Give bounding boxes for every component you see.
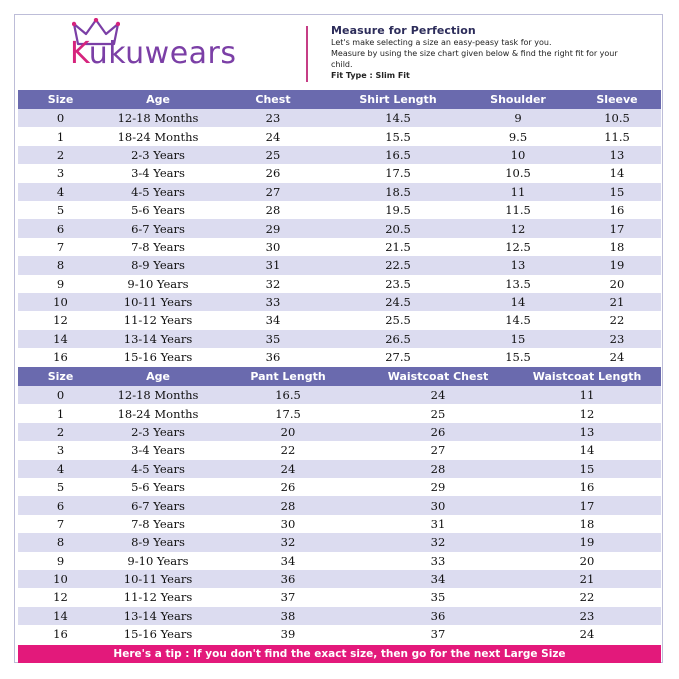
shirt-cell: 13 — [573, 146, 661, 164]
shirt-cell: 27 — [213, 183, 333, 201]
pant-cell: 26 — [280, 480, 296, 495]
header — [14, 14, 663, 89]
shirt-cell: 21.5 — [385, 239, 411, 254]
shirt-cell: 13 — [463, 256, 573, 274]
shirt-size-table — [18, 90, 661, 366]
table-row — [18, 607, 661, 625]
shirt-cell: 15.5 — [385, 129, 411, 144]
pant-cell: 17 — [513, 496, 661, 514]
pant-cell: 16.5 — [213, 386, 363, 404]
pant-cell: 22 — [579, 590, 595, 605]
pant-cell: 5 — [56, 480, 65, 495]
shirt-cell: 18.5 — [333, 183, 463, 201]
shirt-cell: 26.5 — [333, 330, 463, 348]
pant-cell: 35 — [430, 590, 446, 605]
pant-cell: 22 — [280, 443, 296, 458]
shirt-cell: 20 — [609, 276, 625, 291]
pant-cell: 3 — [56, 443, 65, 458]
shirt-cell: 16 — [53, 350, 68, 365]
shirt-cell: 2 — [18, 146, 103, 164]
shirt-cell: 17.5 — [385, 166, 411, 181]
pant-cell: 39 — [280, 627, 296, 642]
shirt-cell: 7 — [56, 239, 65, 254]
shirt-cell: 4-5 Years — [103, 183, 213, 201]
pant-cell: 24 — [213, 460, 363, 478]
table-row — [18, 478, 661, 496]
shirt-cell: 10 — [18, 293, 103, 311]
pant-cell: 12-18 Months — [103, 386, 213, 404]
shirt-cell: 11.5 — [505, 203, 531, 218]
shirt-cell: 19 — [573, 256, 661, 274]
shirt-cell: 27.5 — [385, 350, 411, 365]
fit-type: Fit Type : Slim Fit — [331, 71, 410, 80]
intro-line-3: child. — [331, 60, 353, 69]
pant-cell: 37 — [430, 627, 446, 642]
shirt-cell: 12 — [463, 219, 573, 237]
table-row — [18, 146, 661, 164]
pant-cell: 28 — [363, 460, 513, 478]
shirt-cell: 20.5 — [333, 219, 463, 237]
shirt-cell: 8 — [18, 256, 103, 274]
pant-cell: 14 — [579, 443, 595, 458]
shirt-cell: 10 — [463, 146, 573, 164]
pant-cell: 16 — [53, 627, 68, 642]
pant-size-table — [18, 367, 661, 643]
shirt-cell: 15 — [463, 330, 573, 348]
shirt-cell: 25 — [213, 146, 333, 164]
shirt-cell: 7-8 Years — [131, 239, 185, 254]
table-row — [18, 552, 661, 570]
shirt-cell: 34 — [265, 313, 281, 328]
shirt-cell: 12.5 — [505, 239, 531, 254]
shirt-cell: 21 — [573, 293, 661, 311]
pant-cell: 15-16 Years — [123, 627, 193, 642]
pant-cell: 9-10 Years — [127, 553, 189, 568]
pant-header-cell: Waistcoat Length — [513, 367, 661, 386]
pant-cell: 18-24 Months — [117, 406, 199, 421]
pant-cell: 30 — [363, 496, 513, 514]
shirt-cell: 24 — [265, 129, 281, 144]
table-row — [18, 496, 661, 514]
table-row — [18, 201, 661, 219]
shirt-cell: 22.5 — [333, 256, 463, 274]
pant-cell: 3-4 Years — [131, 443, 185, 458]
table-row — [18, 515, 661, 533]
shirt-cell: 11.5 — [604, 129, 630, 144]
pant-header-cell: Size — [18, 367, 103, 386]
shirt-cell: 3-4 Years — [131, 166, 185, 181]
pant-cell: 18 — [579, 516, 595, 531]
table-row — [18, 330, 661, 348]
shirt-cell: 11-12 Years — [123, 313, 193, 328]
shirt-header-cell: Age — [103, 90, 213, 109]
pant-cell: 13-14 Years — [103, 607, 213, 625]
pant-cell: 20 — [213, 423, 363, 441]
table-row — [18, 570, 661, 588]
pant-cell: 2-3 Years — [103, 423, 213, 441]
shirt-cell: 14 — [609, 166, 625, 181]
pant-cell: 24 — [579, 627, 595, 642]
pant-cell: 24 — [363, 386, 513, 404]
pant-cell: 32 — [213, 533, 363, 551]
shirt-cell: 14 — [463, 293, 573, 311]
shirt-cell: 24.5 — [333, 293, 463, 311]
pant-cell: 17.5 — [275, 406, 301, 421]
table-row — [18, 441, 661, 459]
shirt-cell: 5 — [56, 203, 65, 218]
pant-cell: 36 — [363, 607, 513, 625]
shirt-cell: 10.5 — [505, 166, 531, 181]
shirt-cell: 16.5 — [333, 146, 463, 164]
pant-cell: 4-5 Years — [103, 460, 213, 478]
shirt-cell: 31 — [213, 256, 333, 274]
header-divider — [306, 26, 308, 82]
shirt-cell: 18-24 Months — [117, 129, 199, 144]
shirt-cell: 2-3 Years — [103, 146, 213, 164]
brand-logo — [58, 14, 268, 80]
shirt-header-cell: Chest — [213, 90, 333, 109]
pant-cell: 26 — [363, 423, 513, 441]
pant-header-cell: Age — [103, 367, 213, 386]
pant-cell: 23 — [513, 607, 661, 625]
shirt-cell: 4 — [18, 183, 103, 201]
pant-cell: 34 — [280, 553, 296, 568]
pant-cell: 33 — [430, 553, 446, 568]
pant-cell: 29 — [430, 480, 446, 495]
pant-cell: 14 — [18, 607, 103, 625]
table-row — [18, 275, 661, 293]
pant-cell: 32 — [363, 533, 513, 551]
pant-cell: 7 — [56, 516, 65, 531]
pant-cell: 0 — [18, 386, 103, 404]
table-row — [18, 238, 661, 256]
shirt-cell: 24 — [609, 350, 625, 365]
pant-cell: 19 — [513, 533, 661, 551]
pant-cell: 6 — [18, 496, 103, 514]
shirt-cell: 12 — [53, 313, 68, 328]
shirt-cell: 11 — [463, 183, 573, 201]
shirt-cell: 30 — [265, 239, 281, 254]
shirt-cell: 32 — [265, 276, 281, 291]
shirt-cell: 14 — [18, 330, 103, 348]
table-row — [18, 183, 661, 201]
shirt-cell: 19.5 — [385, 203, 411, 218]
shirt-header-cell: Size — [18, 90, 103, 109]
shirt-cell: 23 — [573, 330, 661, 348]
shirt-cell: 16 — [609, 203, 625, 218]
size-tip-banner: Here's a tip : If you don't find the exact size, then go for the next Large Size — [18, 645, 661, 663]
shirt-cell: 0 — [18, 109, 103, 127]
pant-cell: 36 — [213, 570, 363, 588]
pant-cell: 10-11 Years — [103, 570, 213, 588]
table-row — [18, 256, 661, 274]
shirt-header-cell: Sleeve — [573, 90, 661, 109]
table-row — [18, 386, 661, 404]
pant-cell: 4 — [18, 460, 103, 478]
pant-cell: 25 — [430, 406, 446, 421]
pant-cell: 11-12 Years — [123, 590, 193, 605]
table-row — [18, 164, 661, 182]
table-row — [18, 219, 661, 237]
table-row — [18, 404, 661, 422]
shirt-cell: 23.5 — [385, 276, 411, 291]
pant-cell: 2 — [18, 423, 103, 441]
table-row — [18, 460, 661, 478]
shirt-cell: 6-7 Years — [103, 219, 213, 237]
pant-header-cell: Pant Length — [213, 367, 363, 386]
pant-cell: 38 — [213, 607, 363, 625]
intro-line-1: Let's make selecting a size an easy-peasy task for you. — [331, 38, 552, 47]
shirt-cell: 9.5 — [508, 129, 528, 144]
pant-cell: 28 — [213, 496, 363, 514]
table-row — [18, 127, 661, 145]
shirt-cell: 15.5 — [505, 350, 531, 365]
table-row — [18, 293, 661, 311]
shirt-cell: 9-10 Years — [127, 276, 189, 291]
pant-cell: 5-6 Years — [131, 480, 185, 495]
shirt-cell: 33 — [213, 293, 333, 311]
shirt-cell: 13-14 Years — [103, 330, 213, 348]
shirt-cell: 15 — [573, 183, 661, 201]
intro-line-2: Measure by using the size chart given below & find the right fit for your — [331, 49, 618, 58]
table-row — [18, 588, 661, 606]
shirt-cell: 14.5 — [333, 109, 463, 127]
shirt-header-cell: Shirt Length — [333, 90, 463, 109]
shirt-cell: 22 — [609, 313, 625, 328]
shirt-cell: 5-6 Years — [131, 203, 185, 218]
pant-cell: 31 — [430, 516, 446, 531]
pant-cell: 34 — [363, 570, 513, 588]
pant-cell: 6-7 Years — [103, 496, 213, 514]
pant-cell: 8-9 Years — [103, 533, 213, 551]
pant-cell: 16 — [579, 480, 595, 495]
table-row — [18, 311, 661, 329]
shirt-cell: 12-18 Months — [103, 109, 213, 127]
shirt-cell: 35 — [213, 330, 333, 348]
pant-cell: 8 — [18, 533, 103, 551]
shirt-cell: 18 — [609, 239, 625, 254]
pant-cell: 13 — [513, 423, 661, 441]
shirt-cell: 6 — [18, 219, 103, 237]
table-row — [18, 348, 661, 366]
brand-rest: ukuwears — [88, 36, 237, 71]
table-row — [18, 109, 661, 127]
shirt-cell: 8-9 Years — [103, 256, 213, 274]
pant-cell: 7-8 Years — [131, 516, 185, 531]
pant-cell: 12 — [579, 406, 595, 421]
table-row — [18, 423, 661, 441]
pant-cell: 21 — [513, 570, 661, 588]
intro-block — [331, 24, 651, 82]
pant-cell: 30 — [280, 516, 296, 531]
brand-k: K — [70, 36, 89, 71]
table-row — [18, 625, 661, 643]
pant-cell: 37 — [280, 590, 296, 605]
pant-cell: 10 — [18, 570, 103, 588]
pant-cell: 1 — [56, 406, 65, 421]
shirt-cell: 29 — [213, 219, 333, 237]
shirt-cell: 14.5 — [505, 313, 531, 328]
shirt-cell: 10-11 Years — [103, 293, 213, 311]
pant-cell: 15 — [513, 460, 661, 478]
shirt-cell: 1 — [56, 129, 65, 144]
shirt-header-row — [18, 90, 661, 109]
shirt-cell: 13.5 — [505, 276, 531, 291]
shirt-cell: 15-16 Years — [123, 350, 193, 365]
table-row — [18, 533, 661, 551]
pant-cell: 20 — [579, 553, 595, 568]
shirt-cell: 3 — [56, 166, 65, 181]
pant-cell: 9 — [56, 553, 65, 568]
shirt-cell: 25.5 — [385, 313, 411, 328]
shirt-cell: 26 — [265, 166, 281, 181]
pant-header-row — [18, 367, 661, 386]
pant-cell: 11 — [513, 386, 661, 404]
brand-wordmark — [70, 36, 237, 71]
pant-cell: 27 — [430, 443, 446, 458]
shirt-cell: 28 — [265, 203, 281, 218]
pant-cell: 12 — [53, 590, 68, 605]
shirt-cell: 9 — [463, 109, 573, 127]
shirt-cell: 17 — [573, 219, 661, 237]
shirt-header-cell: Shoulder — [463, 90, 573, 109]
intro-title: Measure for Perfection — [331, 24, 476, 37]
shirt-cell: 9 — [56, 276, 65, 291]
shirt-cell: 10.5 — [573, 109, 661, 127]
pant-header-cell: Waistcoat Chest — [363, 367, 513, 386]
shirt-cell: 23 — [213, 109, 333, 127]
shirt-cell: 36 — [265, 350, 281, 365]
